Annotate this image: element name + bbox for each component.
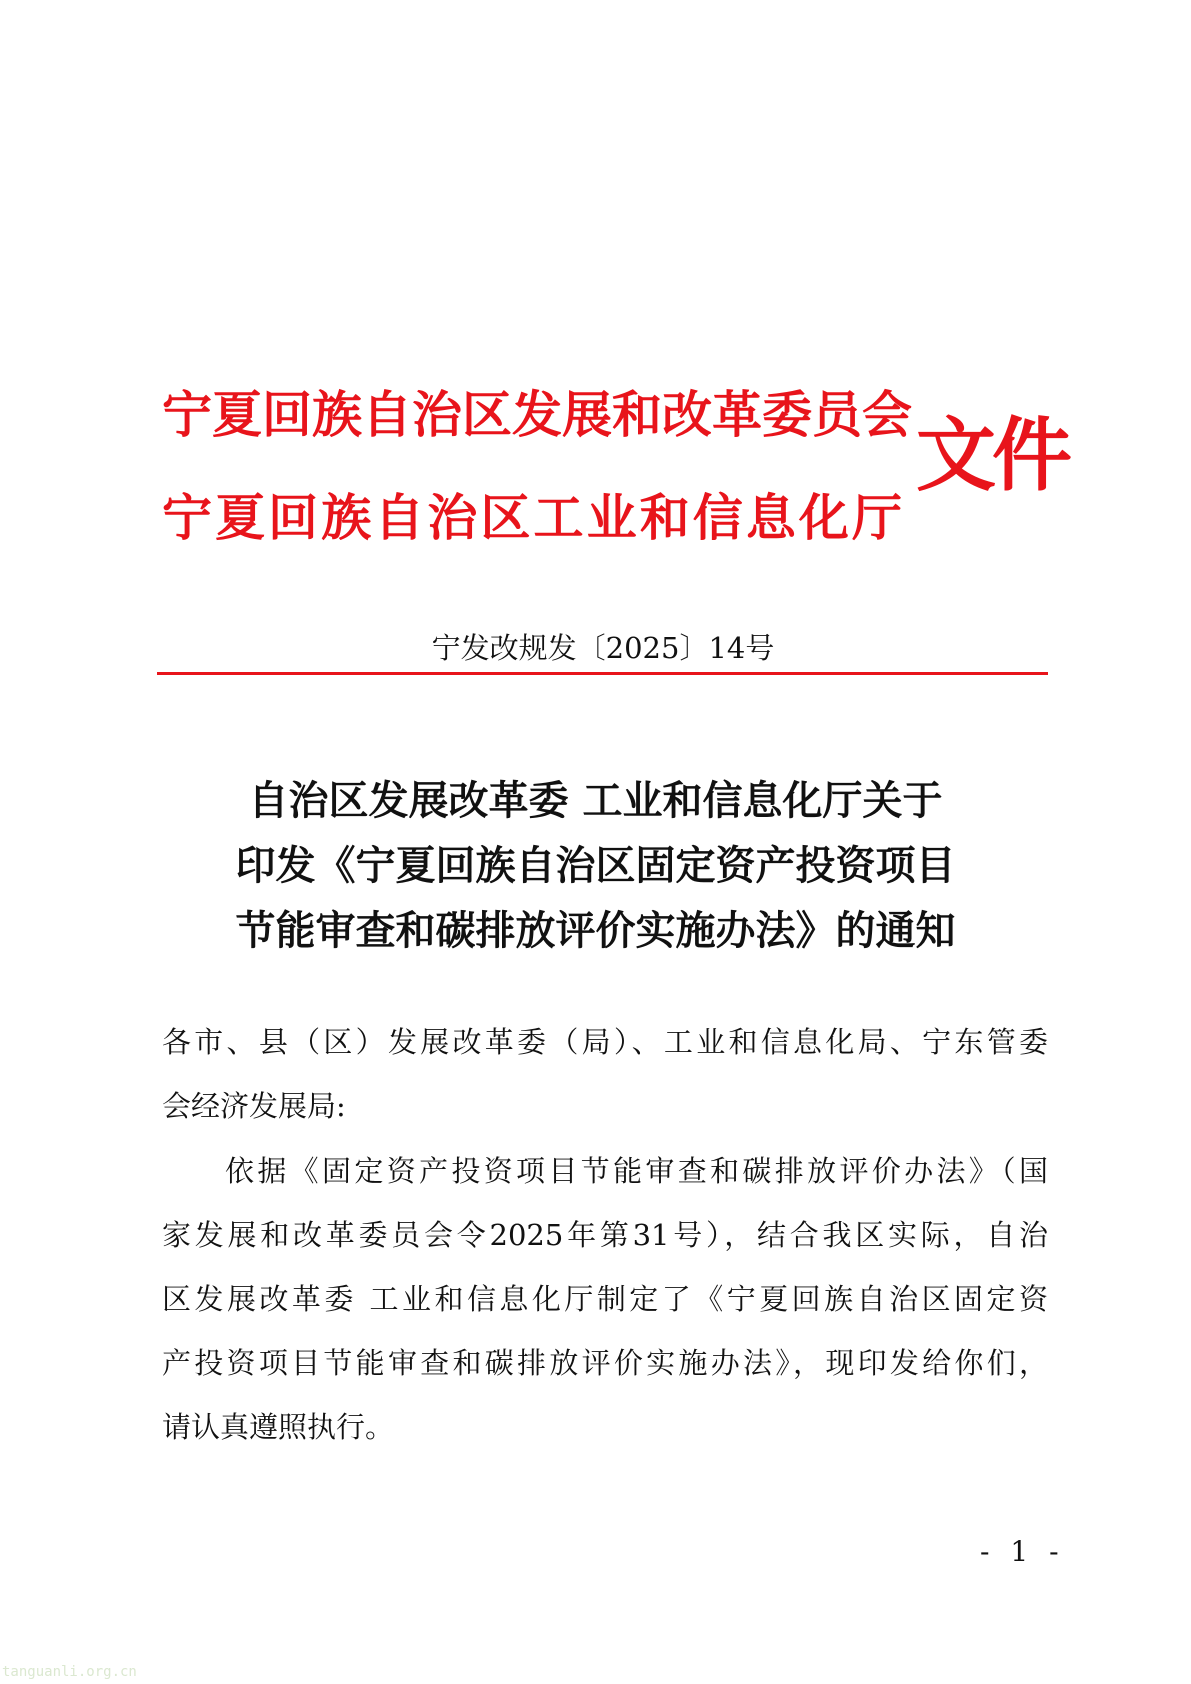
issuing-org-miit: 宁夏回族自治区工业和信息化厅 xyxy=(162,488,902,547)
body-line: 产投资项目节能审查和碳排放评价实施办法》，现印发给你们， xyxy=(162,1346,1048,1380)
body-line: 区发展改革委 工业和信息化厅制定了《宁夏回族自治区固定资 xyxy=(162,1282,1048,1316)
body-line: 请认真遵照执行。 xyxy=(162,1410,395,1444)
issuing-org-ndrc: 宁夏回族自治区发展和改革委员会 xyxy=(162,385,912,444)
body-line: 各市、县（区）发展改革委（局）、工业和信息化局、宁东管委 xyxy=(162,1025,1048,1059)
document-title-line-3: 节能审查和碳排放评价实施办法》的通知 xyxy=(235,907,956,954)
document-type-label: 文件 xyxy=(916,408,1068,502)
document-number: 宁发改规发〔2025〕14号 xyxy=(431,631,775,665)
red-divider-line xyxy=(157,672,1048,675)
body-line: 会经济发展局: xyxy=(162,1089,346,1123)
body-line: 家发展和改革委员会令2025年第31号），结合我区实际，自治 xyxy=(162,1218,1048,1252)
document-title-line-2: 印发《宁夏回族自治区固定资产投资项目 xyxy=(235,842,956,889)
watermark: tanguanli.org.cn xyxy=(2,1664,137,1680)
document-title-line-1: 自治区发展改革委 工业和信息化厅关于 xyxy=(248,777,943,824)
body-line: 依据《固定资产投资项目节能审查和碳排放评价办法》（国 xyxy=(225,1154,1048,1188)
page-number: - 1 - xyxy=(980,1535,1065,1568)
